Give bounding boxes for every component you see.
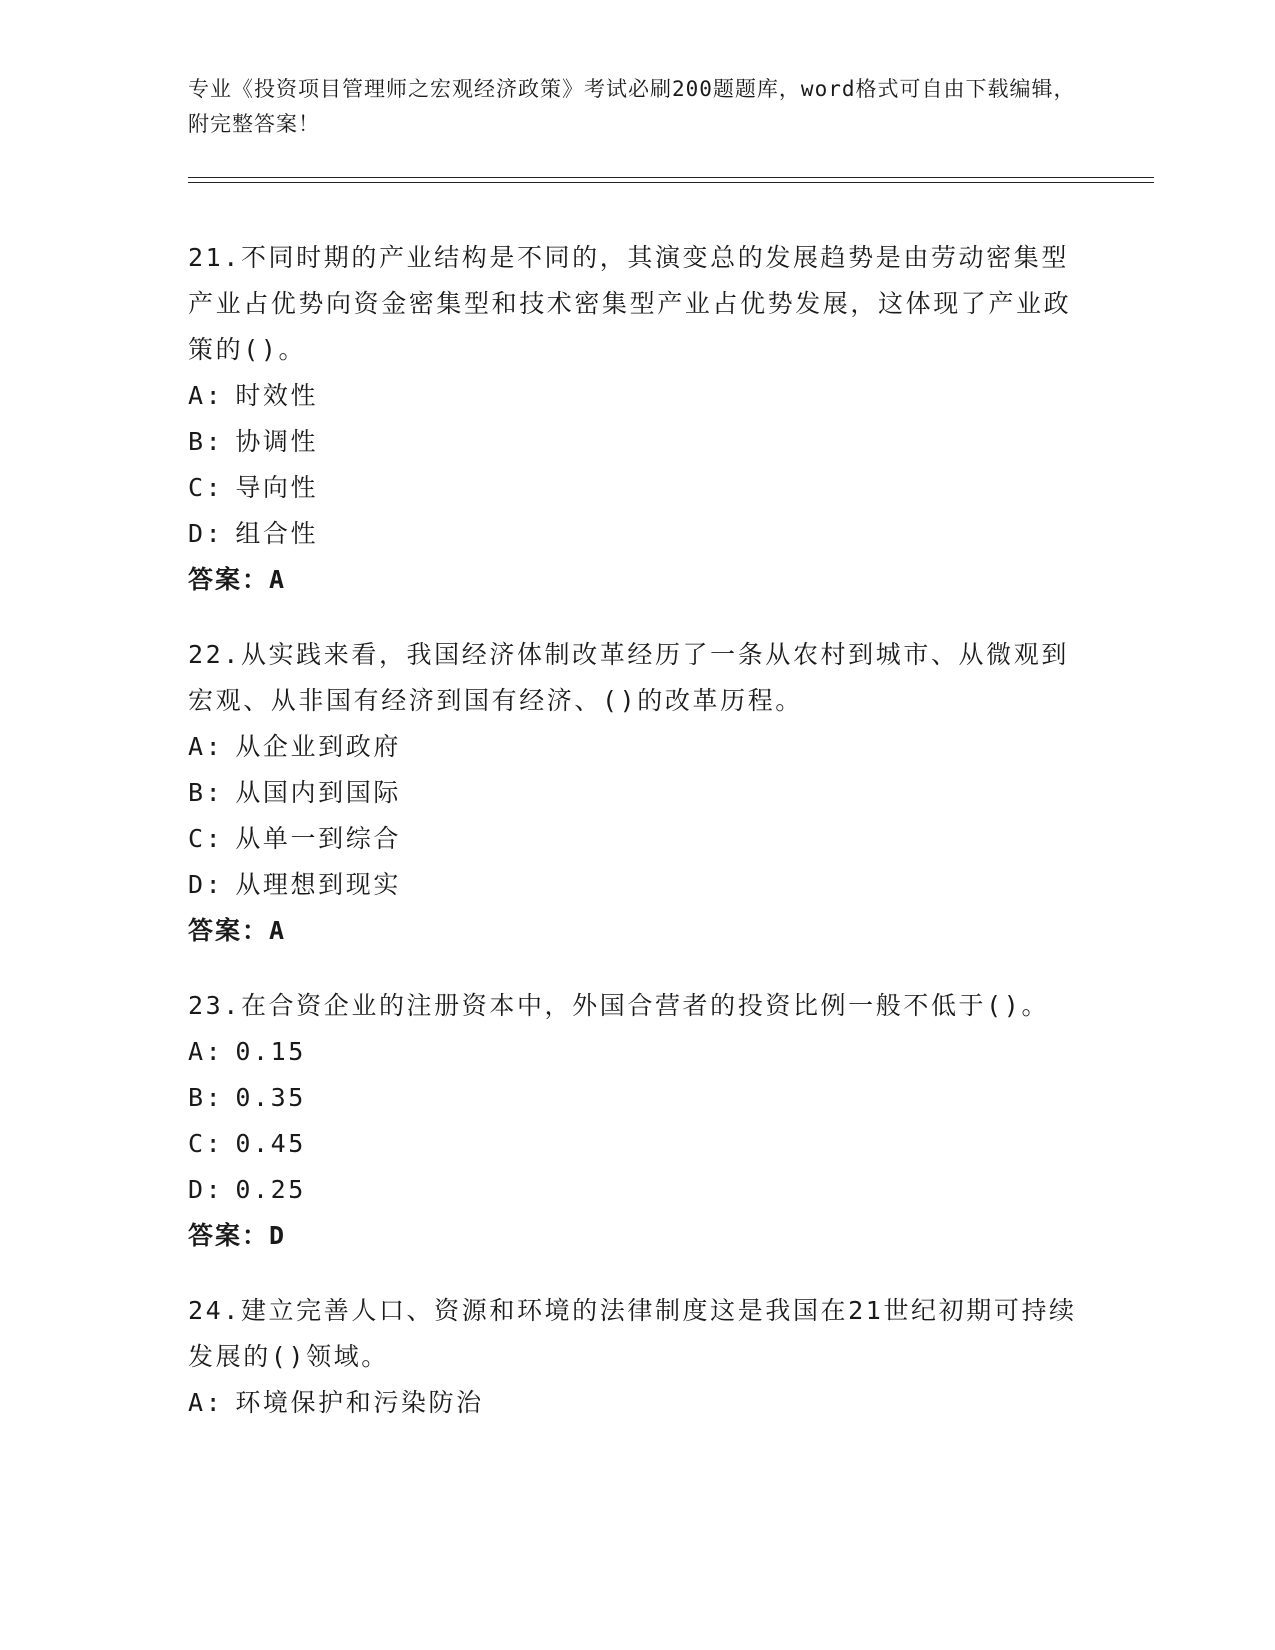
question-24: [188, 1288, 1088, 1426]
option-a: [188, 724, 1088, 770]
option-key: D:: [188, 519, 224, 548]
option-a: [188, 373, 1088, 419]
option-a: [188, 1380, 1088, 1426]
option-b: [188, 770, 1088, 816]
option-key: D:: [188, 1175, 224, 1204]
option-key: A:: [188, 381, 224, 410]
option-text: 导向性: [235, 473, 319, 502]
question-stem: 23.在合资企业的注册资本中，外国合营者的投资比例一般不低于()。: [188, 991, 1050, 1020]
option-key: C:: [188, 824, 224, 853]
question-stem: 24.建立完善人口、资源和环境的法律制度这是我国在21世纪初期可持续发展的()领域。: [188, 1296, 1077, 1371]
header-divider-bottom: [188, 182, 1154, 183]
option-c: [188, 816, 1088, 862]
answer-label: 答案：D: [188, 1221, 287, 1250]
option-b: [188, 419, 1088, 465]
question-21: [188, 235, 1088, 603]
answer-label: 答案：A: [188, 916, 287, 945]
option-d: [188, 1167, 1088, 1213]
option-key: C:: [188, 1129, 224, 1158]
option-b: [188, 1075, 1088, 1121]
option-text: 从理想到现实: [235, 870, 401, 899]
option-key: B:: [188, 778, 224, 807]
option-text: 0.35: [235, 1083, 306, 1112]
option-key: B:: [188, 427, 224, 456]
option-key: A:: [188, 1037, 224, 1066]
option-c: [188, 465, 1088, 511]
option-text: 环境保护和污染防治: [235, 1388, 484, 1417]
header-divider-top: [188, 177, 1154, 178]
option-text: 组合性: [235, 519, 319, 548]
option-a: [188, 1029, 1088, 1075]
option-key: C:: [188, 473, 224, 502]
option-text: 从单一到综合: [235, 824, 401, 853]
question-stem: 22.从实践来看，我国经济体制改革经历了一条从农村到城市、从微观到宏观、从非国有经济到国有经济、()的改革历程。: [188, 640, 1069, 715]
answer-label: 答案：A: [188, 565, 287, 594]
option-text: 从企业到政府: [235, 732, 401, 761]
question-22: [188, 632, 1088, 954]
option-text: 0.25: [235, 1175, 306, 1204]
option-text: 0.45: [235, 1129, 306, 1158]
option-text: 协调性: [235, 427, 319, 456]
option-text: 时效性: [235, 381, 319, 410]
option-text: 从国内到国际: [235, 778, 401, 807]
option-key: B:: [188, 1083, 224, 1112]
option-c: [188, 1121, 1088, 1167]
document-header: 专业《投资项目管理师之宏观经济政策》考试必刷200题题库，word格式可自由下载编辑，附完整答案！: [188, 77, 1076, 136]
question-list: [188, 235, 1088, 1455]
question-23: [188, 983, 1088, 1259]
option-key: A:: [188, 1388, 224, 1417]
option-text: 0.15: [235, 1037, 306, 1066]
question-stem: 21.不同时期的产业结构是不同的，其演变总的发展趋势是由劳动密集型产业占优势向资金密集型和技术密集型产业占优势发展，这体现了产业政策的()。: [188, 243, 1072, 364]
option-d: [188, 862, 1088, 908]
option-d: [188, 511, 1088, 557]
option-key: D:: [188, 870, 224, 899]
option-key: A:: [188, 732, 224, 761]
